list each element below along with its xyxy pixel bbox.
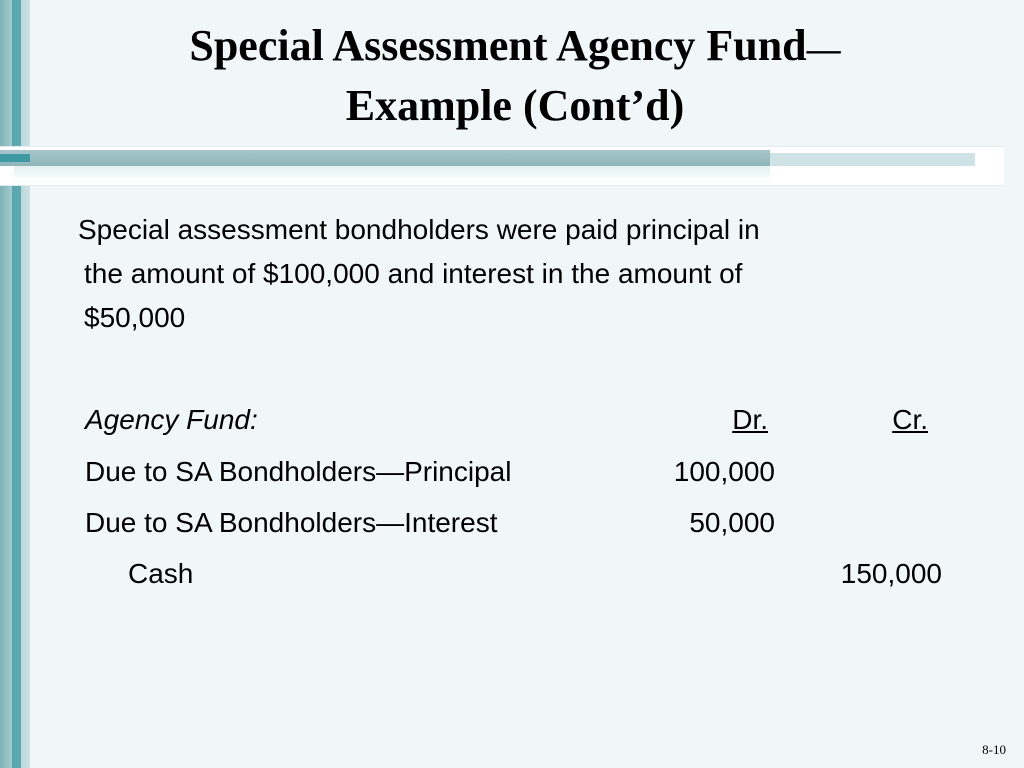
description-line-1: Special assessment bondholders were paid principal in <box>78 214 760 245</box>
title-line-2: Example (Cont’d) <box>345 81 685 130</box>
credit-column-header: Cr. <box>892 404 928 435</box>
journal-row-account: Due to SA Bondholders—Interest <box>85 507 498 538</box>
left-accent-stripe <box>12 0 21 768</box>
journal-row-account: Due to SA Bondholders—Principal <box>85 456 512 487</box>
description-line-3: $50,000 <box>84 302 186 333</box>
title-divider-light <box>770 153 975 166</box>
journal-heading: Agency Fund: <box>85 404 258 435</box>
description-paragraph <box>78 208 958 340</box>
title-dash: — <box>806 31 841 68</box>
journal-row-debit: 100,000 <box>673 456 775 487</box>
title-divider-bar <box>0 150 770 166</box>
title-main: Special Assessment Agency Fund <box>189 21 807 70</box>
page-number: 8-10 <box>982 742 1006 757</box>
slide-title <box>40 18 990 134</box>
journal-row-credit: 150,000 <box>840 558 942 589</box>
journal-row-debit: 50,000 <box>689 507 775 538</box>
journal-row-account: Cash <box>128 558 194 589</box>
title-divider-accent <box>0 154 30 162</box>
debit-column-header: Dr. <box>732 404 768 435</box>
description-line-2: the amount of $100,000 and interest in the amount of <box>84 258 743 289</box>
title-divider-shadow <box>14 166 770 178</box>
